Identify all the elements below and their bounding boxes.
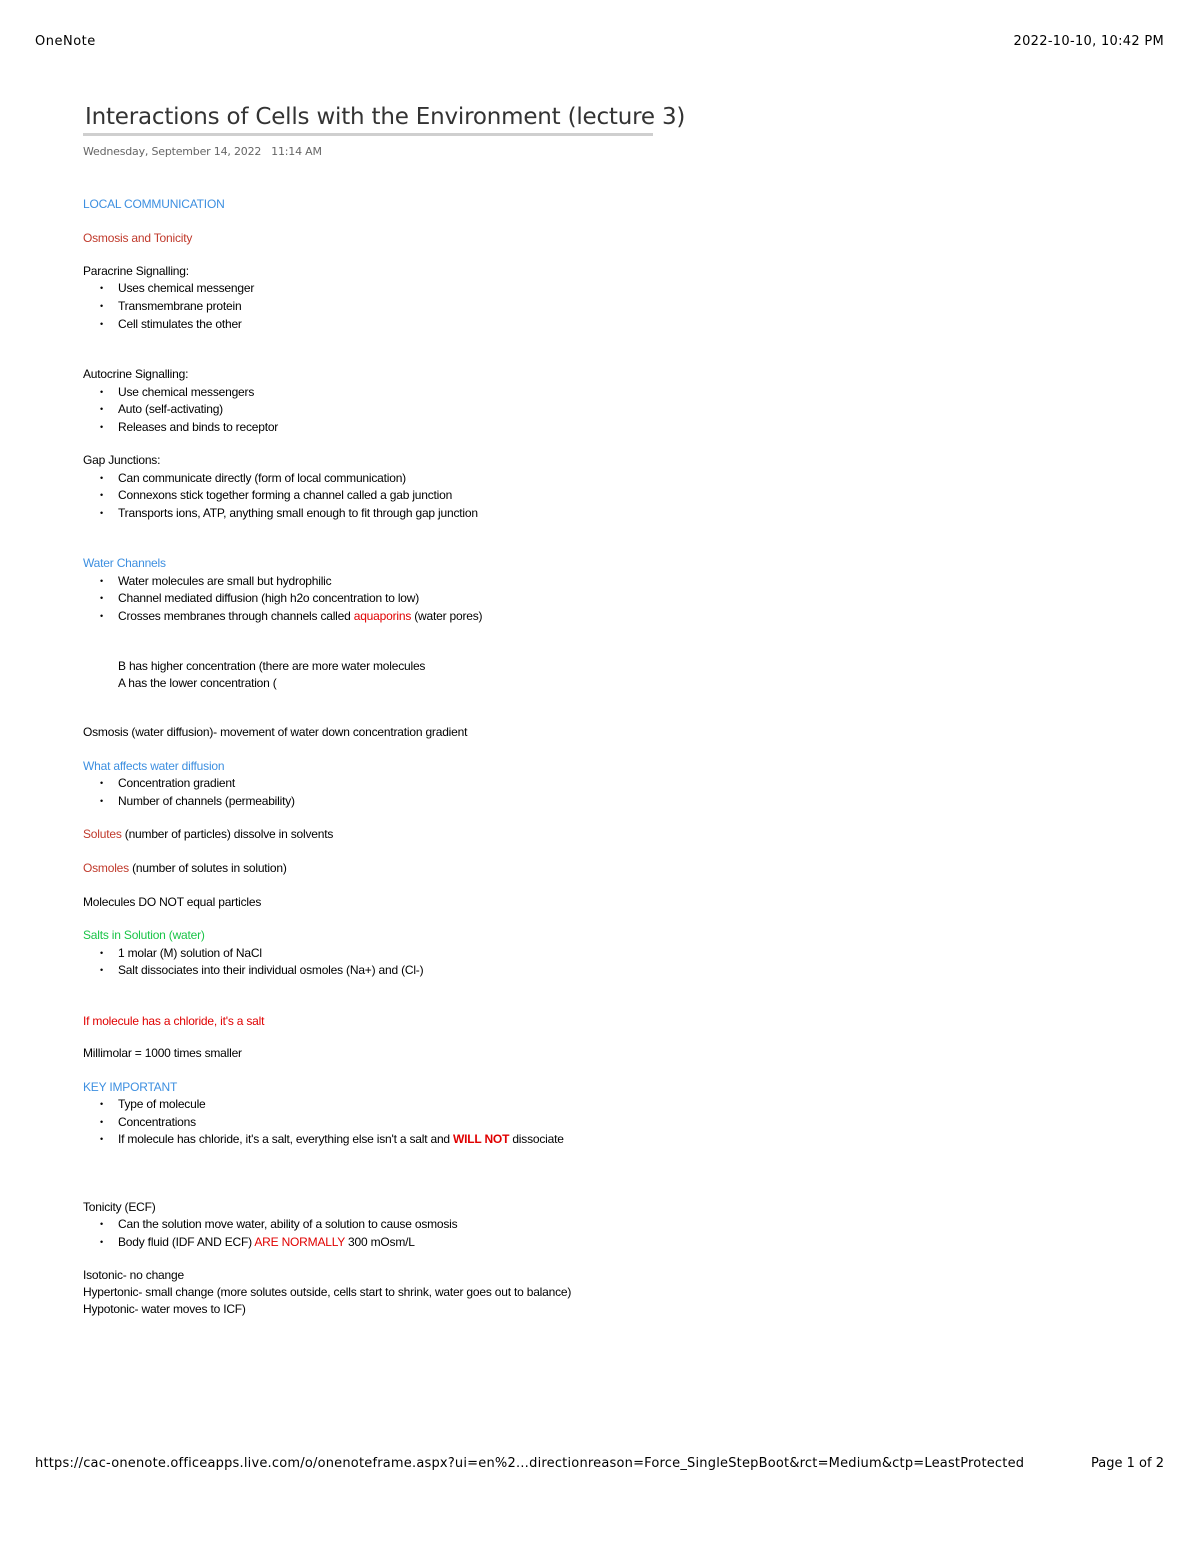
footer-page-number: Page 1 of 2 (1091, 1456, 1164, 1471)
list-item: • Can communicate directly (form of local communication) (102, 470, 406, 486)
header-datetime: 2022-10-10, 10:42 PM (1013, 34, 1164, 49)
list-item: • Concentrations (102, 1114, 196, 1130)
list-item: • Use chemical messengers (102, 384, 254, 400)
highlight-aquaporins: aquaporins (353, 609, 412, 623)
page-title: Interactions of Cells with the Environment (lecture 3) (85, 104, 686, 130)
heading-salts: Salts in Solution (water) (83, 928, 205, 942)
heading-osmosis-tonicity: Osmosis and Tonicity (83, 231, 193, 245)
note-time: 11:14 AM (271, 145, 322, 158)
chloride-rule: If molecule has a chloride, it's a salt (83, 1014, 265, 1028)
list-item: • 1 molar (M) solution of NaCl (102, 945, 262, 961)
osmoles-line: Osmoles (number of solutes in solution) (83, 861, 287, 875)
list-item: • If molecule has chloride, it's a salt, everything else isn't a salt and WILL NOT dissociate (102, 1131, 564, 1147)
note-metadata (83, 145, 322, 158)
list-item: • Transmembrane protein (102, 298, 241, 314)
isotonic-line: Isotonic- no change (83, 1268, 184, 1282)
highlight-will-not: WILL NOT (453, 1132, 510, 1146)
highlight-are-normally: ARE NORMALLY (254, 1235, 345, 1249)
list-item: • Releases and binds to receptor (102, 419, 278, 435)
heading-water-channels: Water Channels (83, 556, 166, 570)
header-app-name: OneNote (35, 34, 96, 49)
list-item: • Water molecules are small but hydrophilic (102, 573, 331, 589)
footer-url: https://cac-onenote.officeapps.live.com/o/onenoteframe.aspx?ui=en%2…directionreason=Force_SingleStepBoot&rct=Medium&ctp=LeastProtected (35, 1456, 1025, 1471)
note-date: Wednesday, September 14, 2022 (83, 145, 262, 158)
osmosis-definition: Osmosis (water diffusion)- movement of water down concentration gradient (83, 725, 468, 739)
list-item: • Salt dissociates into their individual osmoles (Na+) and (Cl-) (102, 962, 423, 978)
list-item: • Cell stimulates the other (102, 316, 242, 332)
molecules-note: Molecules DO NOT equal particles (83, 895, 262, 909)
heading-key-important: KEY IMPORTANT (83, 1080, 178, 1094)
heading-local-communication: LOCAL COMMUNICATION (83, 197, 225, 211)
list-item: • Body fluid (IDF AND ECF) ARE NORMALLY 300 mOsm/L (102, 1234, 415, 1250)
heading-paracrine: Paracrine Signalling: (83, 264, 189, 278)
heading-tonicity: Tonicity (ECF) (83, 1200, 156, 1214)
note-line: B has higher concentration (there are more water molecules (118, 659, 426, 673)
list-item: • Transports ions, ATP, anything small enough to fit through gap junction (102, 505, 478, 521)
millimolar-note: Millimolar = 1000 times smaller (83, 1046, 242, 1060)
list-item: • Uses chemical messenger (102, 280, 254, 296)
heading-what-affects: What affects water diffusion (83, 759, 225, 773)
heading-gap-junctions: Gap Junctions: (83, 453, 161, 467)
list-item: • Crosses membranes through channels called aquaporins (water pores) (102, 608, 482, 624)
title-underline (83, 133, 653, 136)
list-item: • Type of molecule (102, 1096, 206, 1112)
list-item: • Channel mediated diffusion (high h2o concentration to low) (102, 590, 419, 606)
heading-autocrine: Autocrine Signalling: (83, 367, 189, 381)
list-item: • Can the solution move water, ability of a solution to cause osmosis (102, 1216, 457, 1232)
list-item: • Auto (self-activating) (102, 401, 223, 417)
hypertonic-line: Hypertonic- small change (more solutes outside, cells start to shrink, water goes out to balance) (83, 1285, 572, 1299)
list-item: • Connexons stick together forming a channel called a gab junction (102, 487, 452, 503)
list-item: • Concentration gradient (102, 775, 235, 791)
hypotonic-line: Hypotonic- water moves to ICF) (83, 1302, 246, 1316)
list-item: • Number of channels (permeability) (102, 793, 295, 809)
solutes-line: Solutes (number of particles) dissolve in solvents (83, 827, 334, 841)
note-line: A has the lower concentration ( (118, 676, 277, 690)
